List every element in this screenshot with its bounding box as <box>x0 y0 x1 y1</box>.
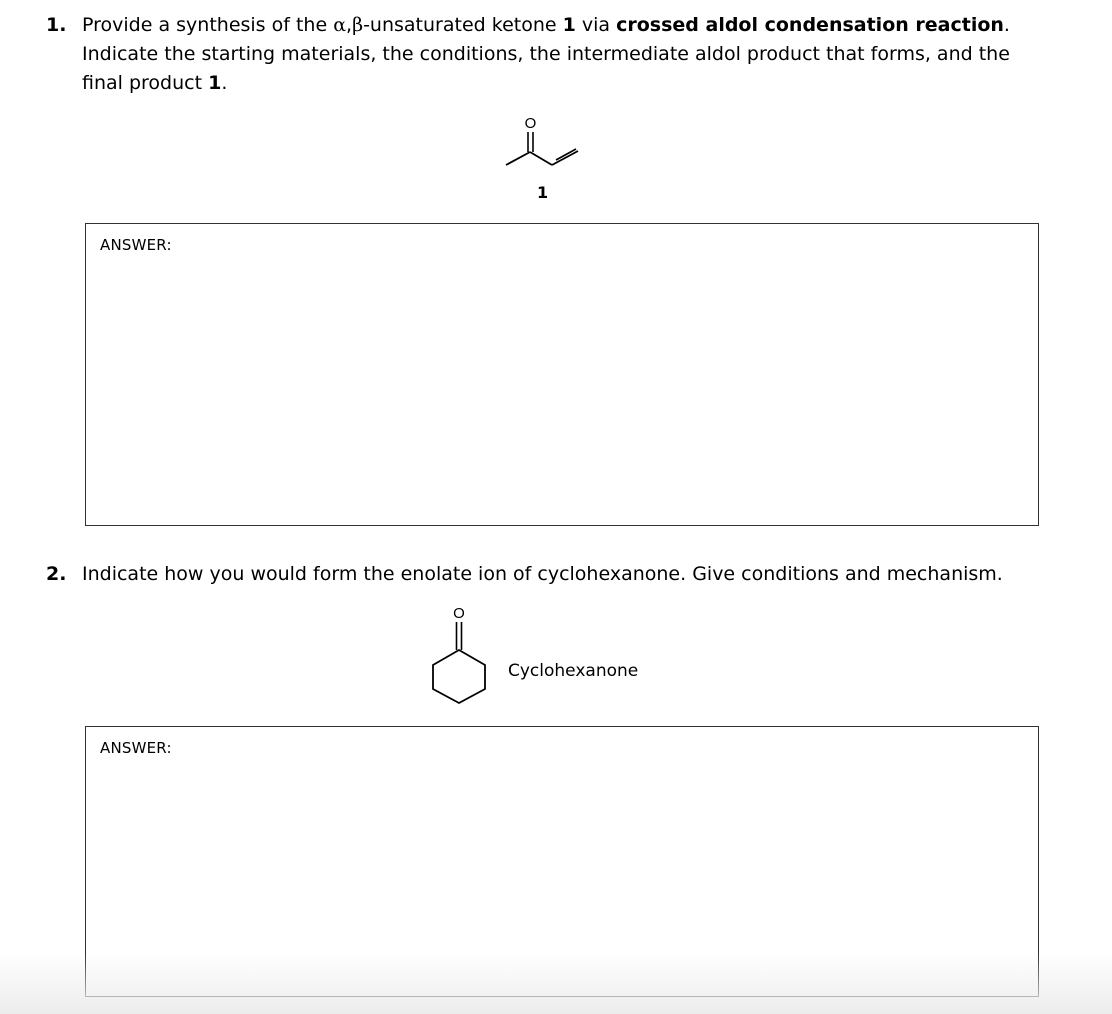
compound-1-structure <box>496 112 586 172</box>
q1-text-part: final product <box>82 72 209 94</box>
compound-1-label: 1 <box>537 183 549 202</box>
q1-text-part: Provide a synthesis of the <box>82 14 334 36</box>
q1-period: . <box>1003 14 1010 36</box>
cyclohexanone-label: Cyclohexanone <box>508 661 639 681</box>
question-2-text: Indicate how you would form the enolate ion of cyclohexanone. Give conditions and mechanism. <box>82 563 1003 585</box>
question-1-line-3 <box>82 69 227 98</box>
beta-symbol: β <box>352 14 364 36</box>
question-1-line-1 <box>82 11 1010 40</box>
answer-box-2[interactable] <box>85 726 1039 997</box>
answer-label: ANSWER: <box>100 739 172 757</box>
oxygen-atom-label: O <box>453 605 465 622</box>
question-1-number: 1. <box>46 14 67 36</box>
question-1-line-2: Indicate the starting materials, the conditions, the intermediate aldol product that forms, and the <box>82 43 1010 65</box>
bond-alpha <box>530 152 552 165</box>
alpha-symbol: α <box>333 14 347 36</box>
compound-1-reference: 1 <box>562 14 576 36</box>
q1-text-part: via <box>575 14 617 36</box>
oxygen-atom-label: O <box>524 115 537 132</box>
q1-comma: , <box>346 14 353 36</box>
cyclohexane-ring <box>433 650 485 703</box>
reaction-type: crossed aldol condensation reaction <box>616 14 1004 36</box>
cyclohexanone-structure <box>424 602 494 706</box>
bond-methyl <box>506 152 530 165</box>
question-2-number: 2. <box>46 563 67 585</box>
answer-label: ANSWER: <box>100 236 172 254</box>
compound-1-reference: 1 <box>208 72 222 94</box>
answer-box-1[interactable] <box>85 223 1039 526</box>
q1-period: . <box>221 72 228 94</box>
q1-text-part: -unsaturated ketone <box>363 14 563 36</box>
bond-vinyl-a <box>552 151 578 165</box>
